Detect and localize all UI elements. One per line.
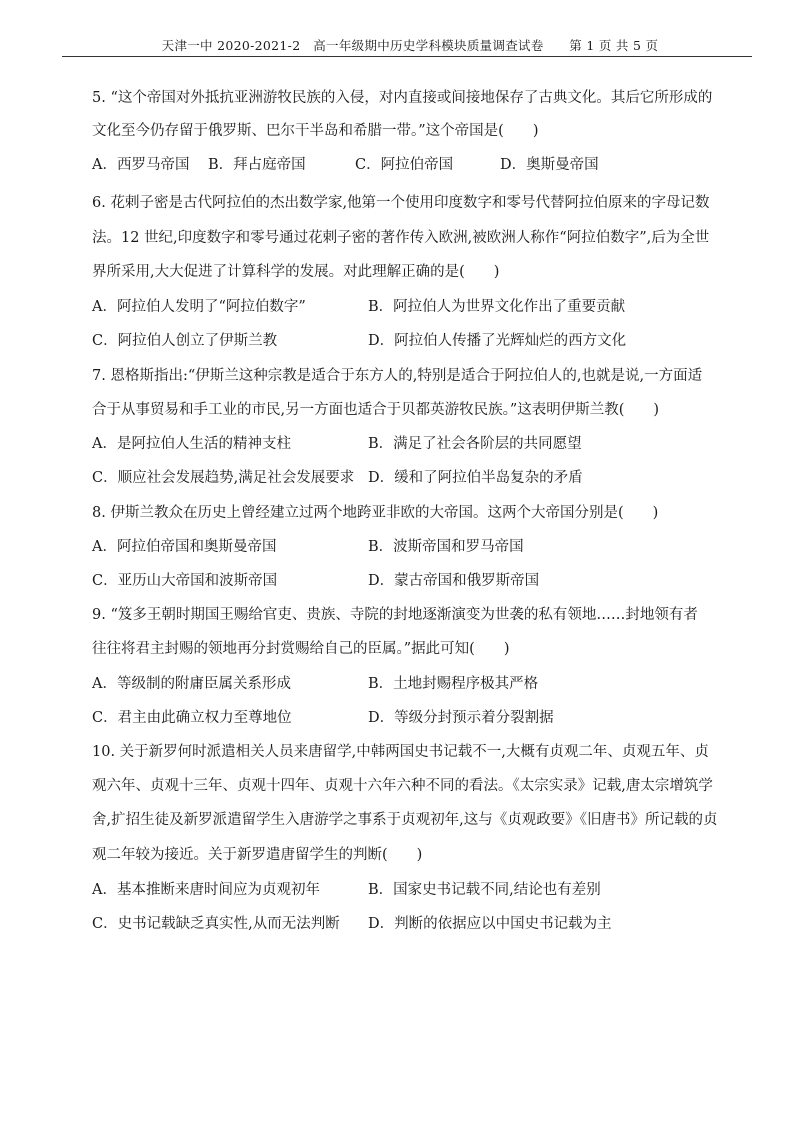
header-divider (62, 56, 752, 57)
question-6-line-2: 法。12 世纪,印度数字和零号通过花剌子密的著作传入欧洲,被欧洲人称作“阿拉伯数字”,后为全世 (92, 230, 710, 246)
question-6-option-a: A．阿拉伯人发明了“阿拉伯数字” (92, 299, 306, 315)
question-10-line-4: 观二年较为接近。关于新罗遣唐留学生的判断( ) (92, 847, 423, 863)
question-8-option-b: B．波斯帝国和罗马帝国 (368, 539, 524, 555)
question-10-option-c: C．史书记载缺乏真实性,从而无法判断 (92, 916, 340, 932)
question-7-option-b: B．满足了社会各阶层的共同愿望 (368, 436, 582, 452)
question-7-line-1: 7. 恩格斯指出:“伊斯兰这种宗教是适合于东方人的,特别是适合于阿拉伯人的,也就是说,一方面适 (92, 368, 703, 384)
question-6-option-c: C．阿拉伯人创立了伊斯兰教 (92, 333, 278, 349)
question-8-option-d: D．蒙古帝国和俄罗斯帝国 (368, 573, 540, 589)
question-5-line-1: 5. “这个帝国对外抵抗亚洲游牧民族的入侵，对内直接或间接地保存了古典文化。其后它所形成的 (92, 90, 713, 106)
question-7-option-c: C．顺应社会发展趋势,满足社会发展要求 (92, 470, 355, 486)
question-5-option-d: D．奥斯曼帝国 (500, 157, 599, 173)
question-8-option-a: A．阿拉伯帝国和奥斯曼帝国 (92, 539, 277, 555)
question-10-option-d: D．判断的依据应以中国史书记载为主 (368, 916, 612, 932)
question-5-option-c: C．阿拉伯帝国 (355, 157, 454, 173)
question-10-line-2: 观六年、贞观十三年、贞观十四年、贞观十六年六种不同的看法。《太宗实录》记载,唐太宗增筑学 (92, 778, 713, 794)
question-5-line-2: 文化至今仍存留于俄罗斯、巴尔干半岛和希腊一带。”这个帝国是( ) (92, 123, 539, 139)
question-7-option-d: D．缓和了阿拉伯半岛复杂的矛盾 (368, 470, 583, 486)
question-6-option-d: D．阿拉伯人传播了光辉灿烂的西方文化 (368, 333, 627, 349)
question-5-option-b: B．拜占庭帝国 (208, 157, 306, 173)
question-9-line-1: 9. “笈多王朝时期国王赐给官吏、贵族、寺院的封地逐渐演变为世袭的私有领地……封地领有者 (92, 607, 698, 623)
question-6-option-b: B．阿拉伯人为世界文化作出了重要贡献 (368, 299, 626, 315)
question-9-line-2: 往往将君主封赐的领地再分封赏赐给自己的臣属。”据此可知( ) (92, 641, 510, 657)
question-6-line-3: 界所采用,大大促进了计算科学的发展。对此理解正确的是( ) (92, 264, 500, 280)
question-7-option-a: A．是阿拉伯人生活的精神支柱 (92, 436, 291, 452)
question-9-option-a: A．等级制的附庸臣属关系形成 (92, 676, 291, 692)
question-9-option-d: D．等级分封预示着分裂割据 (368, 710, 554, 726)
question-7-line-2: 合于从事贸易和手工业的市民,另一方面也适合于贝都英游牧民族。”这表明伊斯兰教( ) (92, 402, 660, 418)
question-10-line-1: 10. 关于新罗何时派遣相关人员来唐留学,中韩两国史书记载不一,大概有贞观二年、贞观五年、贞 (92, 744, 709, 760)
question-10-line-3: 舍,扩招生徒及新罗派遣留学生入唐游学之事系于贞观初年,这与《贞观政要》《旧唐书》所记载的贞 (92, 812, 718, 828)
question-8-line-1: 8. 伊斯兰教众在历史上曾经建立过两个地跨亚非欧的大帝国。这两个大帝国分别是( ) (92, 505, 659, 521)
question-9-option-c: C．君主由此确立权力至尊地位 (92, 710, 292, 726)
question-6-line-1: 6. 花剌子密是古代阿拉伯的杰出数学家,他第一个使用印度数字和零号代替阿拉伯原来的字母记数 (92, 195, 710, 211)
question-9-option-b: B．土地封赐程序极其严格 (368, 676, 539, 692)
question-8-option-c: C．亚历山大帝国和波斯帝国 (92, 573, 278, 589)
page-header: 天津一中 2020-2021-2 高一年级期中历史学科模块质量调查试卷 第 1 页 共 5 页 (161, 38, 659, 53)
question-5-option-a: A．西罗马帝国 (92, 157, 190, 173)
question-10-option-a: A．基本推断来唐时间应为贞观初年 (92, 882, 320, 898)
question-10-option-b: B．国家史书记载不同,结论也有差别 (368, 882, 601, 898)
